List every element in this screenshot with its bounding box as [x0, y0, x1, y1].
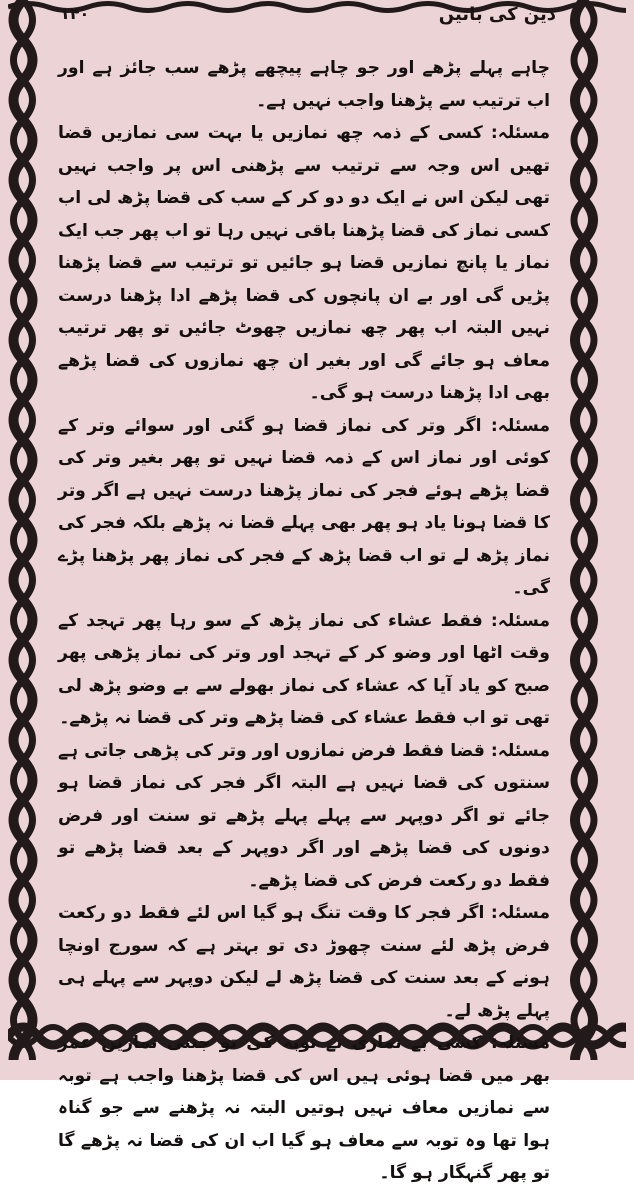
- paragraph-masala-5: مسئلہ: اگر فجر کا وقت تنگ ہو گیا اس لئے فقط دو رکعت فرض پڑھ لئے سنت چھوڑ دی تو بہتر ہے کہ سورج اونچا ہونے کے بعد سنت کی قضا پڑھ لے لیکن دوپہر سے پہلے ہی پہلے پڑھ لے۔: [58, 903, 550, 1021]
- paragraph-masala-3: مسئلہ: فقط عشاء کی نماز پڑھ کے سو رہا پھر تہجد کے وقت اٹھا اور وضو کر کے تہجد اور وتر کی نماز پڑھی پھر صبح کو یاد آیا کہ عشاء کی نماز بھولے سے بے وضو پڑھ لی تھی تو اب فقط عشاء کی قضا پڑھے وتر کی قضا نہ پڑھے۔: [58, 610, 550, 728]
- running-title: دین کی باتیں: [438, 4, 556, 25]
- paragraph-masala-2: مسئلہ: اگر وتر کی نماز قضا ہو گئی اور سوائے وتر کے کوئی اور نماز اس کے ذمہ قضا نہیں تو پھر بغیر وتر کی قضا پڑھے ہوئے فجر کی نماز پڑھنا درست نہیں ہے اگر وتر کا قضا ہونا یاد ہو پھر بھی پہلے قضا نہ پڑھے بلکہ فجر کی نماز پڑھ لے تو اب قضا پڑھ کے فجر کی نماز پھر پڑھنا پڑے گی۔: [58, 415, 550, 598]
- ornamental-border-right: [560, 0, 634, 1060]
- paragraph-masala-4: مسئلہ: قضا فقط فرض نمازوں اور وتر کی پڑھی جاتی ہے سنتوں کی قضا نہیں ہے البتہ اگر فجر کی نماز قضا ہو جائے تو اگر دوپہر سے پہلے پہلے پڑھے تو سنت اور فرض دونوں کی قضا پڑھے اور اگر دوپہر کے بعد قضا پڑھے تو فقط دو رکعت فرض کی قضا پڑھے۔: [58, 740, 550, 891]
- text-block: [58, 52, 550, 1183]
- page-header: [60, 4, 560, 34]
- paragraph-masala-6: مسئلہ: کسی بے نمازی نے توبہ کی تو جتنی نمازیں عمر بھر میں قضا ہوئی ہیں اس کی قضا پڑھنا واجب ہے توبہ سے نمازیں معاف نہیں ہوتیں البتہ نہ پڑھنے سے جو گناہ ہوا تھا وہ توبہ سے معاف ہو گیا اب ان کی قضا نہ پڑھے گا تو پھر گنہگار ہو گا۔: [58, 1033, 550, 1183]
- paragraph-continuation: چاہے پہلے پڑھے اور جو چاہے پیچھے پڑھے سب جائز ہے اور اب ترتیب سے پڑھنا واجب نہیں ہے۔: [58, 58, 550, 111]
- paragraph-masala-1: مسئلہ: کسی کے ذمہ چھ نمازیں یا بہت سی نمازیں قضا تھیں اس وجہ سے ترتیب سے پڑھنی اس پر واجب نہیں تھی لیکن اس نے ایک دو دو کر کے سب کی قضا پڑھ لی اب کسی نماز کی قضا پڑھنا باقی نہیں رہا تو اب پھر جب ایک نماز یا پانچ نمازیں قضا ہو جائیں تو ترتیب سے قضا پڑھنا پڑیں گی اور بے ان پانچوں کی قضا پڑھے ادا پڑھنا درست نہیں البتہ اب پھر چھ نمازیں چھوٹ جائیں تو پھر ترتیب معاف ہو جائے گی اور بغیر ان چھ نمازوں کی قضا پڑھے بھی ادا پڑھنا درست ہو گی۔: [58, 123, 550, 403]
- page-number: ۱۴۰: [60, 4, 90, 23]
- ornamental-border-left: [0, 0, 46, 1060]
